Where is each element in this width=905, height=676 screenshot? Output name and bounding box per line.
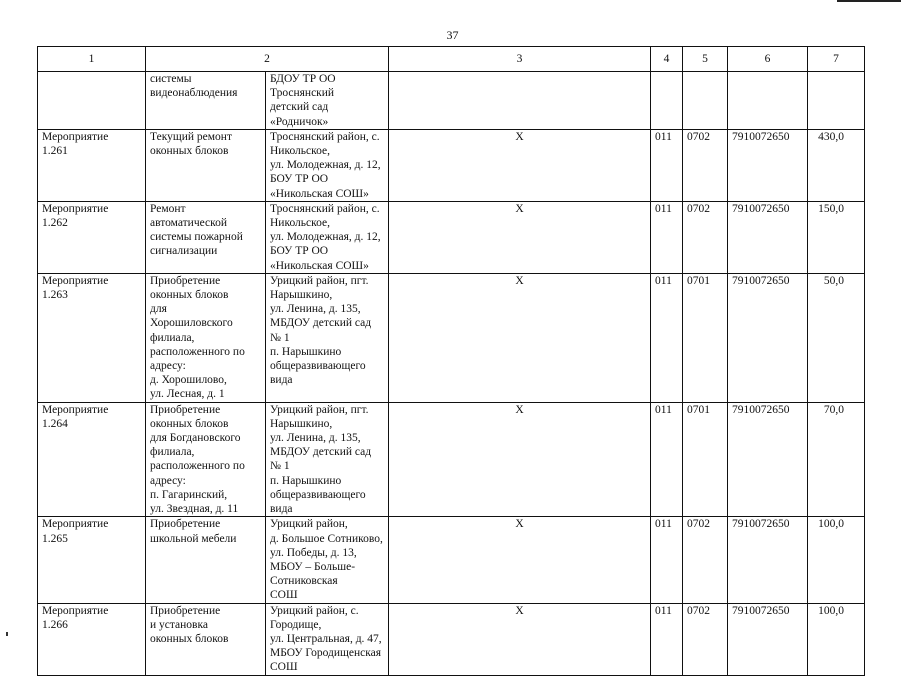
measure-code3-cell: 7910072650: [728, 273, 808, 402]
table-row: [38, 402, 865, 517]
measure-location-cell: Троснянский район, с. Никольское, ул. Молодежная, д. 12, БОУ ТР ОО «Никольская СОШ»: [266, 129, 389, 201]
measure-code2-cell: 0701: [683, 273, 728, 402]
measure-code1-cell: 011: [651, 517, 683, 603]
continuation-name-cell: системы видеонаблюдения: [146, 72, 266, 130]
measure-location-cell: Троснянский район, с. Никольское, ул. Молодежная, д. 12, БОУ ТР ОО «Никольская СОШ»: [266, 201, 389, 273]
measure-code3-cell: 7910072650: [728, 201, 808, 273]
measure-location-cell: Урицкий район, пгт. Нарышкино, ул. Ленина, д. 135, МБДОУ детский сад № 1 п. Нарышкино общеразвивающего вида: [266, 402, 389, 517]
header-row: [38, 47, 865, 72]
table-row: [38, 603, 865, 675]
measure-id-cell: Мероприятие 1.265: [38, 517, 146, 603]
continuation-id-cell: [38, 72, 146, 130]
measure-code1-cell: 011: [651, 603, 683, 675]
measure-amount-cell: 150,0: [808, 201, 865, 273]
measure-name-cell: Приобретение и установка оконных блоков: [146, 603, 266, 675]
measure-mark-cell: X: [389, 402, 651, 517]
measure-code3-cell: 7910072650: [728, 603, 808, 675]
header-cell-5: 5: [683, 47, 728, 72]
measure-name-cell: Приобретение оконных блоков для Богдановского филиала, расположенного по адресу: п. Гагаринский, ул. Звездная, д. 11: [146, 402, 266, 517]
measure-code1-cell: 011: [651, 402, 683, 517]
continuation-mark-cell: [389, 72, 651, 130]
header-cell-7: 7: [808, 47, 865, 72]
measure-name-cell: Приобретение школьной мебели: [146, 517, 266, 603]
header-cell-4: 4: [651, 47, 683, 72]
continuation-amount-cell: [808, 72, 865, 130]
table-row: [38, 201, 865, 273]
measure-id-cell: Мероприятие 1.264: [38, 402, 146, 517]
measure-code2-cell: 0702: [683, 603, 728, 675]
continuation-row: [38, 72, 865, 130]
table-row: [38, 273, 865, 402]
measure-amount-cell: 50,0: [808, 273, 865, 402]
header-cell-2: 2: [146, 47, 389, 72]
top-rule: [837, 0, 901, 2]
measure-amount-cell: 430,0: [808, 129, 865, 201]
page-number: 37: [446, 28, 459, 42]
measure-name-cell: Приобретение оконных блоков для Хорошиловского филиала, расположенного по адресу: д. Хорошилово, ул. Лесная, д. 1: [146, 273, 266, 402]
measure-code3-cell: 7910072650: [728, 517, 808, 603]
measure-mark-cell: X: [389, 129, 651, 201]
measure-amount-cell: 100,0: [808, 603, 865, 675]
measure-mark-cell: X: [389, 273, 651, 402]
measure-mark-cell: X: [389, 201, 651, 273]
measure-id-cell: Мероприятие 1.263: [38, 273, 146, 402]
header-cell-1: 1: [38, 47, 146, 72]
header-cell-6: 6: [728, 47, 808, 72]
measure-mark-cell: X: [389, 517, 651, 603]
measure-code1-cell: 011: [651, 201, 683, 273]
measure-code3-cell: 7910072650: [728, 129, 808, 201]
measure-code2-cell: 0702: [683, 201, 728, 273]
measure-code2-cell: 0701: [683, 402, 728, 517]
measure-id-cell: Мероприятие 1.262: [38, 201, 146, 273]
measure-amount-cell: 100,0: [808, 517, 865, 603]
measure-amount-cell: 70,0: [808, 402, 865, 517]
measure-code2-cell: 0702: [683, 517, 728, 603]
budget-table: [37, 46, 865, 676]
header-cell-3: 3: [389, 47, 651, 72]
measure-code2-cell: 0702: [683, 129, 728, 201]
measure-location-cell: Урицкий район, пгт. Нарышкино, ул. Ленина, д. 135, МБДОУ детский сад № 1 п. Нарышкино общеразвивающего вида: [266, 273, 389, 402]
continuation-code2-cell: [683, 72, 728, 130]
table-row: [38, 517, 865, 603]
measure-code1-cell: 011: [651, 273, 683, 402]
measure-name-cell: Ремонт автоматической системы пожарной сигнализации: [146, 201, 266, 273]
measure-mark-cell: X: [389, 603, 651, 675]
scan-mark: [6, 632, 8, 636]
continuation-location-cell: БДОУ ТР ОО Троснянский детский сад «Родничок»: [266, 72, 389, 130]
measure-code3-cell: 7910072650: [728, 402, 808, 517]
continuation-code1-cell: [651, 72, 683, 130]
measure-id-cell: Мероприятие 1.266: [38, 603, 146, 675]
measure-location-cell: Урицкий район, д. Большое Сотниково, ул. Победы, д. 13, МБОУ – Больше-Сотниковская СОШ: [266, 517, 389, 603]
continuation-code3-cell: [728, 72, 808, 130]
table-row: [38, 129, 865, 201]
measure-code1-cell: 011: [651, 129, 683, 201]
measure-location-cell: Урицкий район, с. Городище, ул. Центральная, д. 47, МБОУ Городищенская СОШ: [266, 603, 389, 675]
measure-name-cell: Текущий ремонт оконных блоков: [146, 129, 266, 201]
measure-id-cell: Мероприятие 1.261: [38, 129, 146, 201]
